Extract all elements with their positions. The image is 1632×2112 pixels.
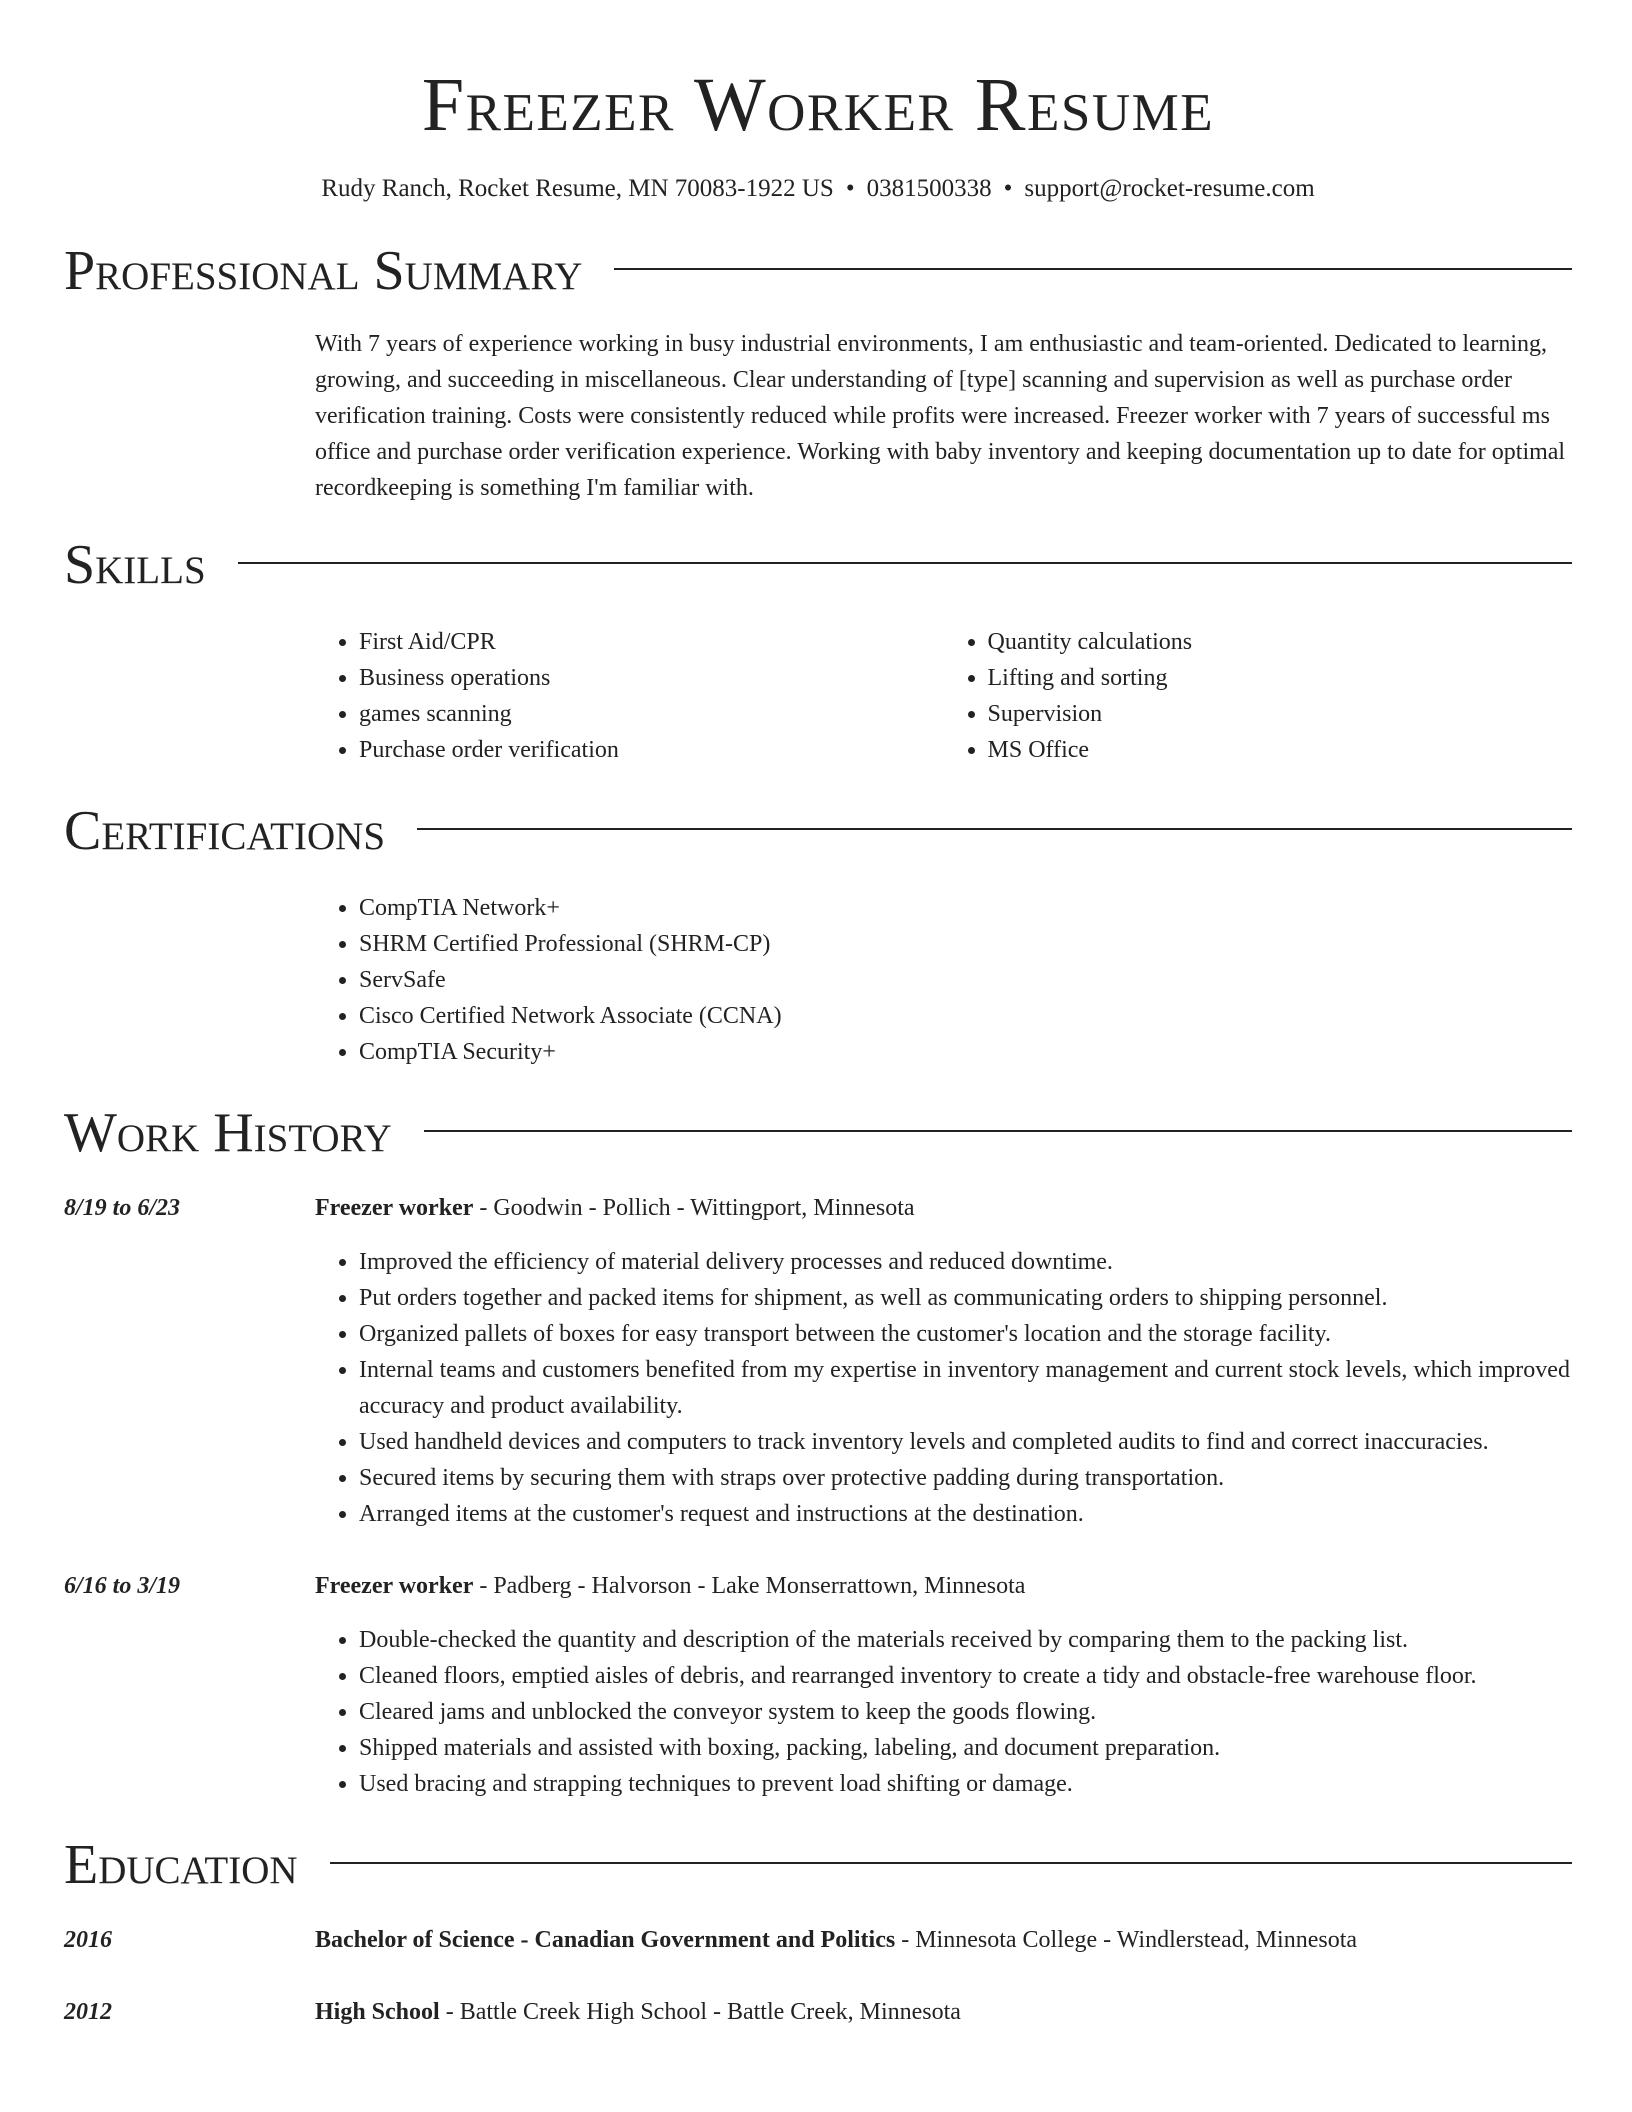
job-duties <box>315 1244 1572 1532</box>
job-duty-item: • Put orders together and packed items for shipment, as well as communicating orders to shipping personnel. <box>359 1280 1572 1316</box>
job-entry-header <box>64 1190 1572 1226</box>
certification-item: • SHRM Certified Professional (SHRM-CP) <box>359 926 1572 962</box>
job-duty-item: • Cleared jams and unblocked the conveyor system to keep the goods flowing. <box>359 1694 1572 1730</box>
job-duty-item: • Used handheld devices and computers to track inventory levels and completed audits to find and correct inaccuracies. <box>359 1424 1572 1460</box>
contact-line <box>64 172 1572 206</box>
summary-text: With 7 years of experience working in busy industrial environments, I am enthusiastic and team-oriented. Dedicated to learning, growing, and succeeding in miscellaneous. Clear understanding of [type] scanning and supervision as well as purchase order verification training. Costs were consistently reduced while profits were increased. Freezer worker with 7 years of successful ms office and purchase order verification experience. Working with baby inventory and keeping documentation up to date for optimal recordkeeping is something I'm familiar with. <box>315 331 1566 501</box>
contact-phone: 0381500338 <box>866 175 992 202</box>
contact-separator: • <box>1003 175 1013 202</box>
summary-section-header <box>64 236 1572 306</box>
job-role: Freezer worker <box>315 1573 474 1599</box>
skills-heading: Skills <box>64 534 206 596</box>
education-school: - Minnesota College - Windlerstead, Minnesota <box>895 1927 1358 1953</box>
skills-list <box>315 624 1572 768</box>
skill-item: • games scanning <box>359 696 944 732</box>
certification-item: • Cisco Certified Network Associate (CCNA) <box>359 998 1572 1034</box>
education-heading: Education <box>64 1834 298 1896</box>
skills-column-left <box>315 624 944 768</box>
section-divider <box>614 268 1572 270</box>
certifications-list <box>315 890 1572 1070</box>
job-title-line <box>315 1568 1025 1604</box>
summary-heading: Professional Summary <box>64 240 583 302</box>
job-duties <box>315 1622 1572 1802</box>
section-divider <box>238 562 1572 564</box>
contact-separator: • <box>845 175 855 202</box>
job-duty-item: • Secured items by securing them with straps over protective padding during transportation. <box>359 1460 1572 1496</box>
job-duty-item: • Internal teams and customers benefited from my expertise in inventory management and current stock levels, which improved accuracy and product availability. <box>359 1352 1572 1424</box>
skill-item: • Lifting and sorting <box>988 660 1573 696</box>
resume-page <box>64 0 1572 2030</box>
skill-item: • Quantity calculations <box>988 624 1573 660</box>
job-duty-item: • Improved the efficiency of material delivery processes and reduced downtime. <box>359 1244 1572 1280</box>
education-school: - Battle Creek High School - Battle Creek, Minnesota <box>439 1999 961 2025</box>
education-section-header <box>64 1830 1572 1900</box>
job-dates: 6/16 to 3/19 <box>64 1573 181 1599</box>
job-duty-item: • Arranged items at the customer's request and instructions at the destination. <box>359 1496 1572 1532</box>
job-title-line <box>315 1190 915 1226</box>
job-duty-item: • Double-checked the quantity and description of the materials received by comparing them to the packing list. <box>359 1622 1572 1658</box>
resume-title: Freezer Worker Resume <box>421 63 1215 147</box>
job-duty-item: • Cleaned floors, emptied aisles of debris, and rearranged inventory to create a tidy and obstacle-free warehouse floor. <box>359 1658 1572 1694</box>
job-duty-item: • Used bracing and strapping techniques to prevent load shifting or damage. <box>359 1766 1572 1802</box>
skill-item: • Purchase order verification <box>359 732 944 768</box>
education-line <box>315 1994 961 2030</box>
section-divider <box>417 828 1572 830</box>
job-employer: - Goodwin - Pollich - Wittingport, Minnesota <box>473 1195 915 1221</box>
skill-item: • Business operations <box>359 660 944 696</box>
job-duty-item: • Shipped materials and assisted with boxing, packing, labeling, and document preparation. <box>359 1730 1572 1766</box>
job-entry-header <box>64 1568 1572 1604</box>
education-entry <box>64 1922 1572 1958</box>
contact-email[interactable]: support@rocket-resume.com <box>1024 175 1315 202</box>
education-degree: Bachelor of Science - Canadian Government and Politics <box>315 1927 896 1953</box>
education-year: 2012 <box>64 1999 112 2025</box>
skill-item: • MS Office <box>988 732 1573 768</box>
certification-item: • ServSafe <box>359 962 1572 998</box>
section-divider <box>424 1130 1572 1132</box>
skill-item: • First Aid/CPR <box>359 624 944 660</box>
skills-column-right <box>944 624 1573 768</box>
job-role: Freezer worker <box>315 1195 474 1221</box>
skills-section-header <box>64 530 1572 600</box>
education-degree: High School <box>315 1999 440 2025</box>
job-employer: - Padberg - Halvorson - Lake Monserrattown, Minnesota <box>473 1573 1026 1599</box>
education-year: 2016 <box>64 1927 112 1953</box>
certifications-section-header <box>64 796 1572 866</box>
education-line <box>315 1922 1357 1958</box>
certification-item: • CompTIA Network+ <box>359 890 1572 926</box>
work-history-section-header <box>64 1098 1572 1168</box>
section-divider <box>330 1862 1572 1864</box>
skill-item: • Supervision <box>988 696 1573 732</box>
job-duty-item: • Organized pallets of boxes for easy transport between the customer's location and the storage facility. <box>359 1316 1572 1352</box>
contact-address: Rudy Ranch, Rocket Resume, MN 70083-1922 US <box>321 175 834 202</box>
work-history-heading: Work History <box>64 1102 392 1164</box>
job-dates: 8/19 to 6/23 <box>64 1195 181 1221</box>
certifications-heading: Certifications <box>64 800 386 862</box>
education-entry <box>64 1994 1572 2030</box>
certification-item: • CompTIA Security+ <box>359 1034 1572 1070</box>
